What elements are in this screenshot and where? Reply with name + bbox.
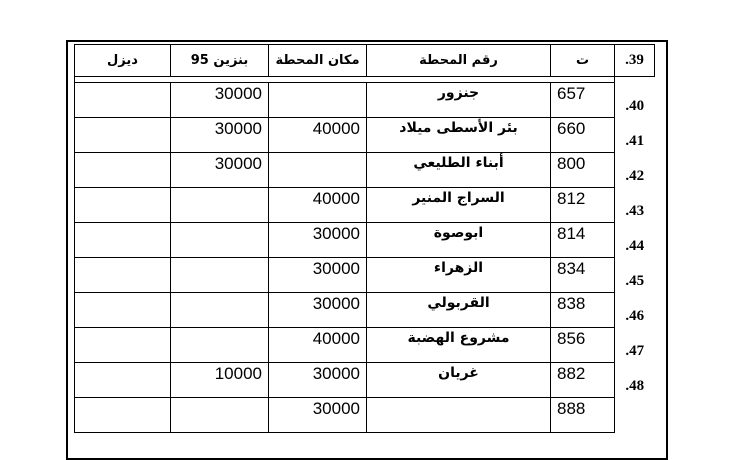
cell-benzin95	[171, 398, 269, 433]
header-station-number: رقم المحطة	[367, 45, 551, 77]
cell-station-number: 657	[551, 83, 615, 118]
cell-benzin95: 10000	[171, 363, 269, 398]
cell-diesel	[75, 258, 171, 293]
cell-station-name	[367, 398, 551, 433]
row-index: .43	[625, 202, 645, 219]
cell-place: 40000	[269, 118, 367, 153]
cell-diesel	[75, 83, 171, 118]
row-index: .42	[625, 167, 645, 184]
cell-benzin95: 30000	[171, 83, 269, 118]
cell-station-number: 888	[551, 398, 615, 433]
cell-station-name: غريان	[367, 363, 551, 398]
cell-station-number: 660	[551, 118, 615, 153]
cell-benzin95: 30000	[171, 153, 269, 188]
cell-station-name: الزهراء	[367, 258, 551, 293]
cell-station-number: 800	[551, 153, 615, 188]
cell-place: 40000	[269, 188, 367, 223]
cell-place: 30000	[269, 293, 367, 328]
cell-benzin95: 30000	[171, 118, 269, 153]
cell-diesel	[75, 223, 171, 258]
cell-station-name: السراج المنير	[367, 188, 551, 223]
row-index: .48	[625, 377, 645, 394]
table-body	[75, 83, 655, 433]
table-row	[75, 83, 655, 118]
header-place: مكان المحطة	[269, 45, 367, 77]
row-index: .40	[625, 97, 645, 114]
cell-place: 30000	[269, 398, 367, 433]
table-row	[75, 328, 655, 363]
cell-station-number: 834	[551, 258, 615, 293]
cell-station-name: جنزور	[367, 83, 551, 118]
row-index: .45	[625, 272, 645, 289]
table-row	[75, 188, 655, 223]
table-row	[75, 293, 655, 328]
cell-diesel	[75, 118, 171, 153]
stations-table	[74, 44, 655, 433]
cell-diesel	[75, 363, 171, 398]
table-row	[75, 153, 655, 188]
header-t: ت	[551, 45, 615, 77]
row-index: .47	[625, 342, 645, 359]
row-index: .44	[625, 237, 645, 254]
header-diesel: ديزل	[75, 45, 171, 77]
row-index: .46	[625, 307, 645, 324]
cell-place	[269, 83, 367, 118]
row-index: .39	[615, 45, 655, 77]
row-index	[615, 398, 655, 433]
cell-diesel	[75, 153, 171, 188]
cell-station-name: مشروع الهضبة	[367, 328, 551, 363]
cell-benzin95	[171, 328, 269, 363]
cell-benzin95	[171, 223, 269, 258]
cell-station-number: 812	[551, 188, 615, 223]
table-row	[75, 363, 655, 398]
cell-benzin95	[171, 293, 269, 328]
cell-place: 30000	[269, 223, 367, 258]
cell-benzin95	[171, 188, 269, 223]
cell-station-name: بئر الأسطى ميلاد	[367, 118, 551, 153]
cell-station-name: القربولي	[367, 293, 551, 328]
cell-station-number: 856	[551, 328, 615, 363]
table-header-row	[75, 45, 655, 77]
cell-diesel	[75, 188, 171, 223]
cell-place: 30000	[269, 258, 367, 293]
cell-diesel	[75, 328, 171, 363]
row-index: .41	[625, 132, 645, 149]
header-benzin95: بنزين 95	[171, 45, 269, 77]
table-row	[75, 118, 655, 153]
cell-station-name: ابوصوة	[367, 223, 551, 258]
cell-station-number: 838	[551, 293, 615, 328]
cell-diesel	[75, 293, 171, 328]
cell-place: 40000	[269, 328, 367, 363]
table-row	[75, 258, 655, 293]
cell-place	[269, 153, 367, 188]
table-row	[75, 223, 655, 258]
cell-station-name: أبناء الطليعي	[367, 153, 551, 188]
cell-place: 30000	[269, 363, 367, 398]
table-row	[75, 398, 655, 433]
cell-station-number: 882	[551, 363, 615, 398]
cell-diesel	[75, 398, 171, 433]
cell-benzin95	[171, 258, 269, 293]
cell-station-number: 814	[551, 223, 615, 258]
